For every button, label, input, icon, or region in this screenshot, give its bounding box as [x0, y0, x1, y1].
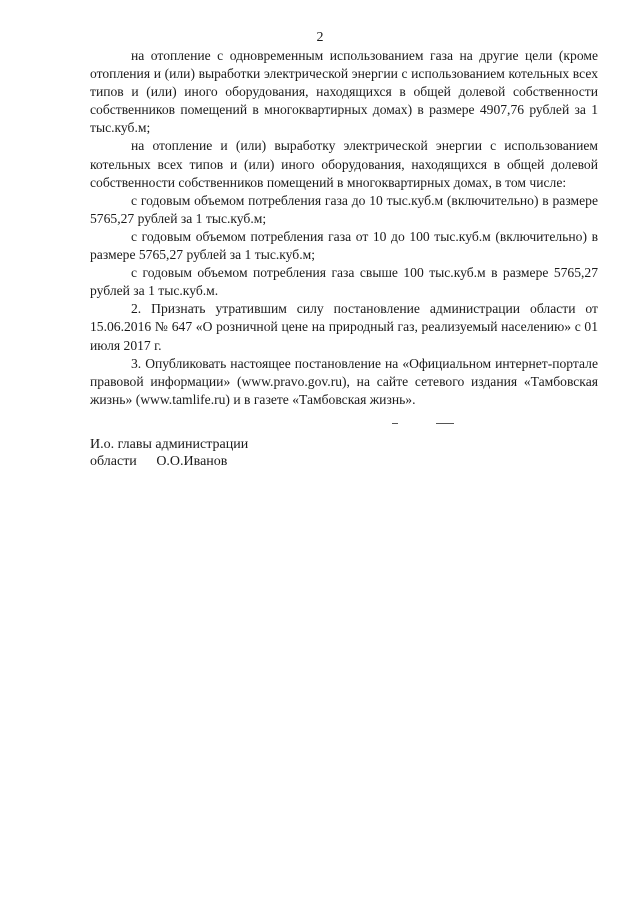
paragraph-item-2: 2. Признать утратившим силу постановление администрации области от 15.06.2016 № 647 «О розничной цене на природный газ, реализуемый населению» с 01 июля 2017 г. — [90, 301, 598, 353]
scan-mark — [436, 423, 454, 424]
paragraph-volume-10-to-100: с годовым объемом потребления газа от 10 до 100 тыс.куб.м (включительно) в размере 5765,27 рублей за 1 тыс.куб.м; — [90, 228, 598, 263]
paragraph-heating-mixed-use: на отопление с одновременным использованием газа на другие цели (кроме отопления и (или) выработки электрической энергии с использованием котельных всех типов и (или) иного оборудования, находящихся в общей долевой собственности собственников помещений в многоквартирных домах) в размере 4907,76 рублей за 1 тыс.куб.м; — [90, 48, 598, 136]
signatory-name: О.О.Иванов — [156, 454, 228, 469]
signatory-title: И.о. главы администрации — [90, 437, 249, 452]
scan-mark — [392, 423, 398, 424]
signature-block — [90, 436, 248, 470]
signatory-line2 — [90, 453, 248, 470]
page-number: 2 — [316, 30, 324, 45]
signatory-region: области — [90, 454, 137, 469]
paragraph-heating-electricity: на отопление и (или) выработку электрической энергии с использованием котельных всех типов и (или) иного оборудования, находящихся в общей долевой собственности собственников помещений в многоквартирных домах, в том числе: — [90, 138, 598, 190]
paragraph-item-3: 3. Опубликовать настоящее постановление на «Официальном интернет-портале правовой информации» (www.pravo.gov.ru), на сайте сетевого издания «Тамбовская жизнь» (www.tamlife.ru) и в газете «Тамбовская жизнь». — [90, 355, 598, 407]
paragraph-volume-up-to-10: с годовым объемом потребления газа до 10 тыс.куб.м (включительно) в размере 5765,27 рублей за 1 тыс.куб.м; — [90, 192, 598, 226]
paragraph-volume-over-100: с годовым объемом потребления газа свыше 100 тыс.куб.м в размере 5765,27 рублей за 1 тыс.куб.м. — [90, 265, 598, 299]
document-body — [90, 47, 598, 409]
